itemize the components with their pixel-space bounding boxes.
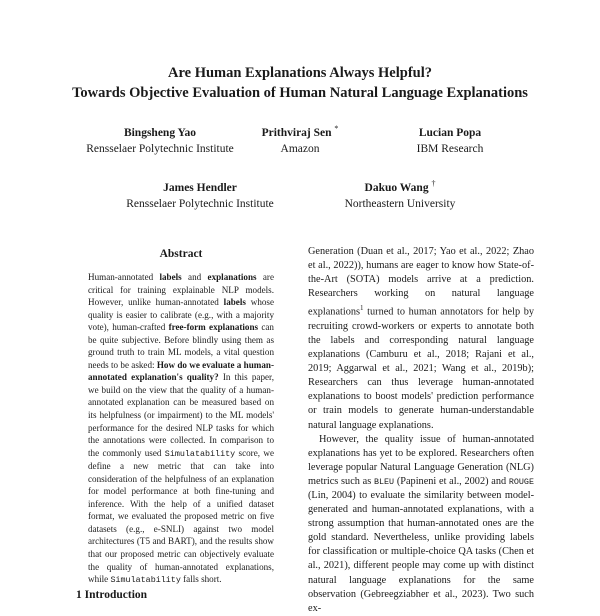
abstract-heading: Abstract (159, 248, 203, 260)
title-line-2: Towards Objective Evaluation of Human Natural Language Explanations (72, 85, 528, 101)
author-block (250, 121, 350, 157)
paper-title (0, 63, 600, 103)
author-name: Prithviraj Sen (261, 126, 332, 139)
abstract-text: score, we define a new metric that can take into consideration of the helpfulness of an explanation for model performance at both fine-tuning and inference. With the help of a unified dataset format, we evaluated the proposed metric on five datasets (e.g., e-SNLI) against two model architectures (T5 and BART), and the results show that our proposed metric can objectively evaluate the quality of human-annotated explanations, while (88, 447, 274, 585)
body-text: (Papineni et al., 2002) and (394, 475, 509, 487)
author-name: Bingsheng Yao (123, 126, 197, 139)
body-text: Generation (Duan et al., 2017; Yao et al., 2022; Zhao et al., 2022)), humans are eager to know how State-of-the-Art (SOTA) models arrive at a prediction. Researchers working on natural language explanations (308, 246, 534, 318)
metric-name: ROUGE (508, 476, 534, 487)
abstract-code-term: Simulatability (164, 448, 236, 459)
abstract-text: Human-annotated (88, 272, 160, 282)
body-text: turned to human annotators for help by recruiting crowd-workers or experts to annotate both the labels and corresponding natural language explanations (Camburu et al., 2018; Rajani et al., 2019; Aggarwal et al., 2021; Wang et al., 2019b); Researchers can thus leverage human-annotated explanations to boost models' prediction performance or train models to generate human-understandable natural language explanations. (308, 306, 534, 431)
author-affiliation: Northeastern University (344, 197, 456, 210)
abstract-text: are critical for training explainable NLP models. However, unlike human-annotated (88, 272, 274, 308)
author-block (360, 121, 540, 157)
metric-name: BLEU (373, 476, 395, 487)
author-name: James Hendler (163, 181, 237, 194)
abstract-code-term: Simulatability (110, 575, 181, 586)
abstract-emphasis: explanations (207, 272, 257, 282)
abstract-emphasis: free-form explanations (168, 322, 259, 333)
abstract-research-question: How do we evaluate a human-annotated explanation's quality? (88, 359, 274, 383)
author-mark: * (334, 124, 339, 133)
author-affiliation: Amazon (280, 142, 320, 155)
body-text: However, the quality issue of human-annotated explanations has yet to be explored. Researchers often leverage popular Natural Language Generation (NLG) metrics such as (308, 433, 534, 487)
footnote-marker: 1 (360, 304, 364, 313)
author-affiliation: IBM Research (416, 142, 484, 155)
abstract-emphasis: labels (159, 272, 182, 282)
author-block (100, 176, 300, 212)
abstract-text: and (181, 272, 208, 282)
body-column-right (308, 245, 534, 616)
abstract-text: falls short. (180, 574, 222, 585)
author-name: Dakuo Wang (364, 181, 429, 194)
body-paragraph (308, 433, 534, 616)
abstract-text: can be quite subjective. Before blindly using them as ground truth to train ML models, a vital question needs to be asked: (88, 322, 274, 370)
abstract-text: In this paper, we build on the view that the quality of a human-annotated explanation can be measured based on its helpfulness (or impairment) to the ML models' performance for the desired NLP tasks for which the annotations were collected. In comparison to the commonly used (88, 372, 274, 458)
body-text: (Lin, 2004) to evaluate the similarity between model-generated and human-annotated explanations, with a strong assumption that human-annotated ones are the gold standard. Nevertheless, unlike providing labels for classification or multiple-choice QA tasks (Chen et al., 2021), different people may come up with distinct natural language explanations for the same observation (Gebreegziabher et al., 2023). Two such ex- (308, 490, 534, 614)
abstract-text: whose quality is easier to calibrate (e.g., with a majority vote), human-crafted (88, 297, 274, 333)
author-mark: † (431, 179, 436, 188)
title-line-1: Are Human Explanations Always Helpful? (167, 65, 432, 81)
abstract-emphasis: labels (223, 297, 246, 308)
body-paragraph (308, 245, 534, 433)
author-affiliation: Rensselaer Polytechnic Institute (86, 142, 234, 155)
author-affiliation: Rensselaer Polytechnic Institute (126, 197, 274, 210)
author-block (60, 121, 260, 157)
author-block (290, 176, 510, 212)
section-heading: 1 Introduction (76, 589, 148, 601)
abstract-body (88, 271, 274, 587)
author-name: Lucian Popa (418, 126, 482, 139)
